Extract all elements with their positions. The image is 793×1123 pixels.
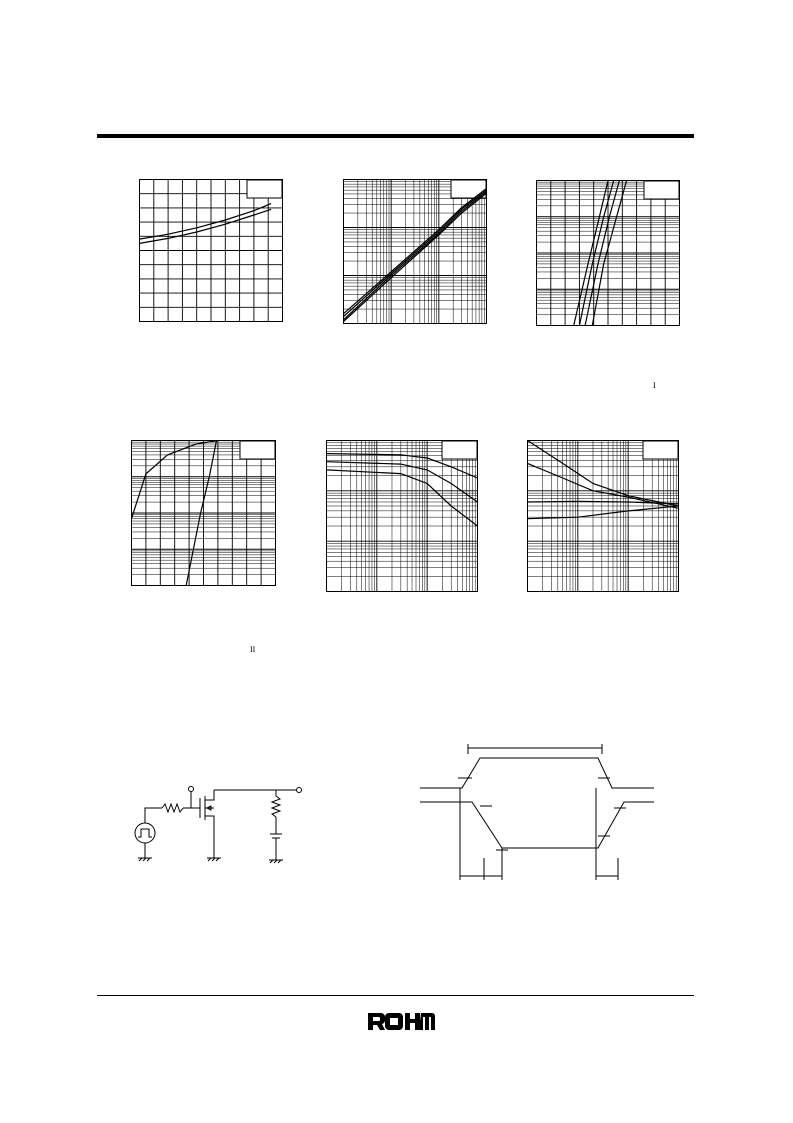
chart-panel-b bbox=[343, 179, 487, 324]
mark-i: I bbox=[653, 381, 656, 390]
series-line-1 bbox=[140, 204, 272, 240]
input-pulse-waveform bbox=[420, 758, 654, 788]
series-line-3 bbox=[327, 470, 478, 526]
legend-box bbox=[644, 181, 679, 199]
chart-panel-d bbox=[131, 440, 276, 586]
switching-waveform-diagram bbox=[412, 738, 662, 886]
gate-resistor-symbol bbox=[162, 804, 183, 812]
chart-panel-e bbox=[326, 440, 478, 592]
chart-panel-f bbox=[527, 440, 679, 592]
switching-test-circuit bbox=[128, 778, 308, 870]
load-resistor-symbol bbox=[272, 796, 280, 817]
legend-box bbox=[451, 180, 486, 198]
pulse-generator-symbol bbox=[135, 823, 155, 843]
legend-box bbox=[240, 441, 275, 459]
mark-ii: II bbox=[250, 645, 256, 654]
chart-panel-a bbox=[139, 179, 283, 322]
series-line-4 bbox=[344, 193, 487, 321]
legend-box bbox=[247, 180, 282, 198]
chart-panel-c bbox=[536, 180, 680, 326]
legend-box bbox=[442, 441, 477, 459]
legend-box bbox=[643, 441, 678, 459]
supply-symbol bbox=[270, 834, 282, 838]
header-rule bbox=[97, 134, 694, 138]
series-line-4 bbox=[528, 506, 679, 519]
rohm-logo bbox=[367, 1010, 435, 1032]
output-waveform bbox=[420, 802, 654, 848]
series-line-2 bbox=[140, 209, 272, 243]
footer-rule bbox=[97, 995, 694, 996]
plot-frame bbox=[327, 441, 478, 592]
ground-symbol bbox=[138, 843, 152, 861]
plot-frame bbox=[528, 441, 679, 592]
